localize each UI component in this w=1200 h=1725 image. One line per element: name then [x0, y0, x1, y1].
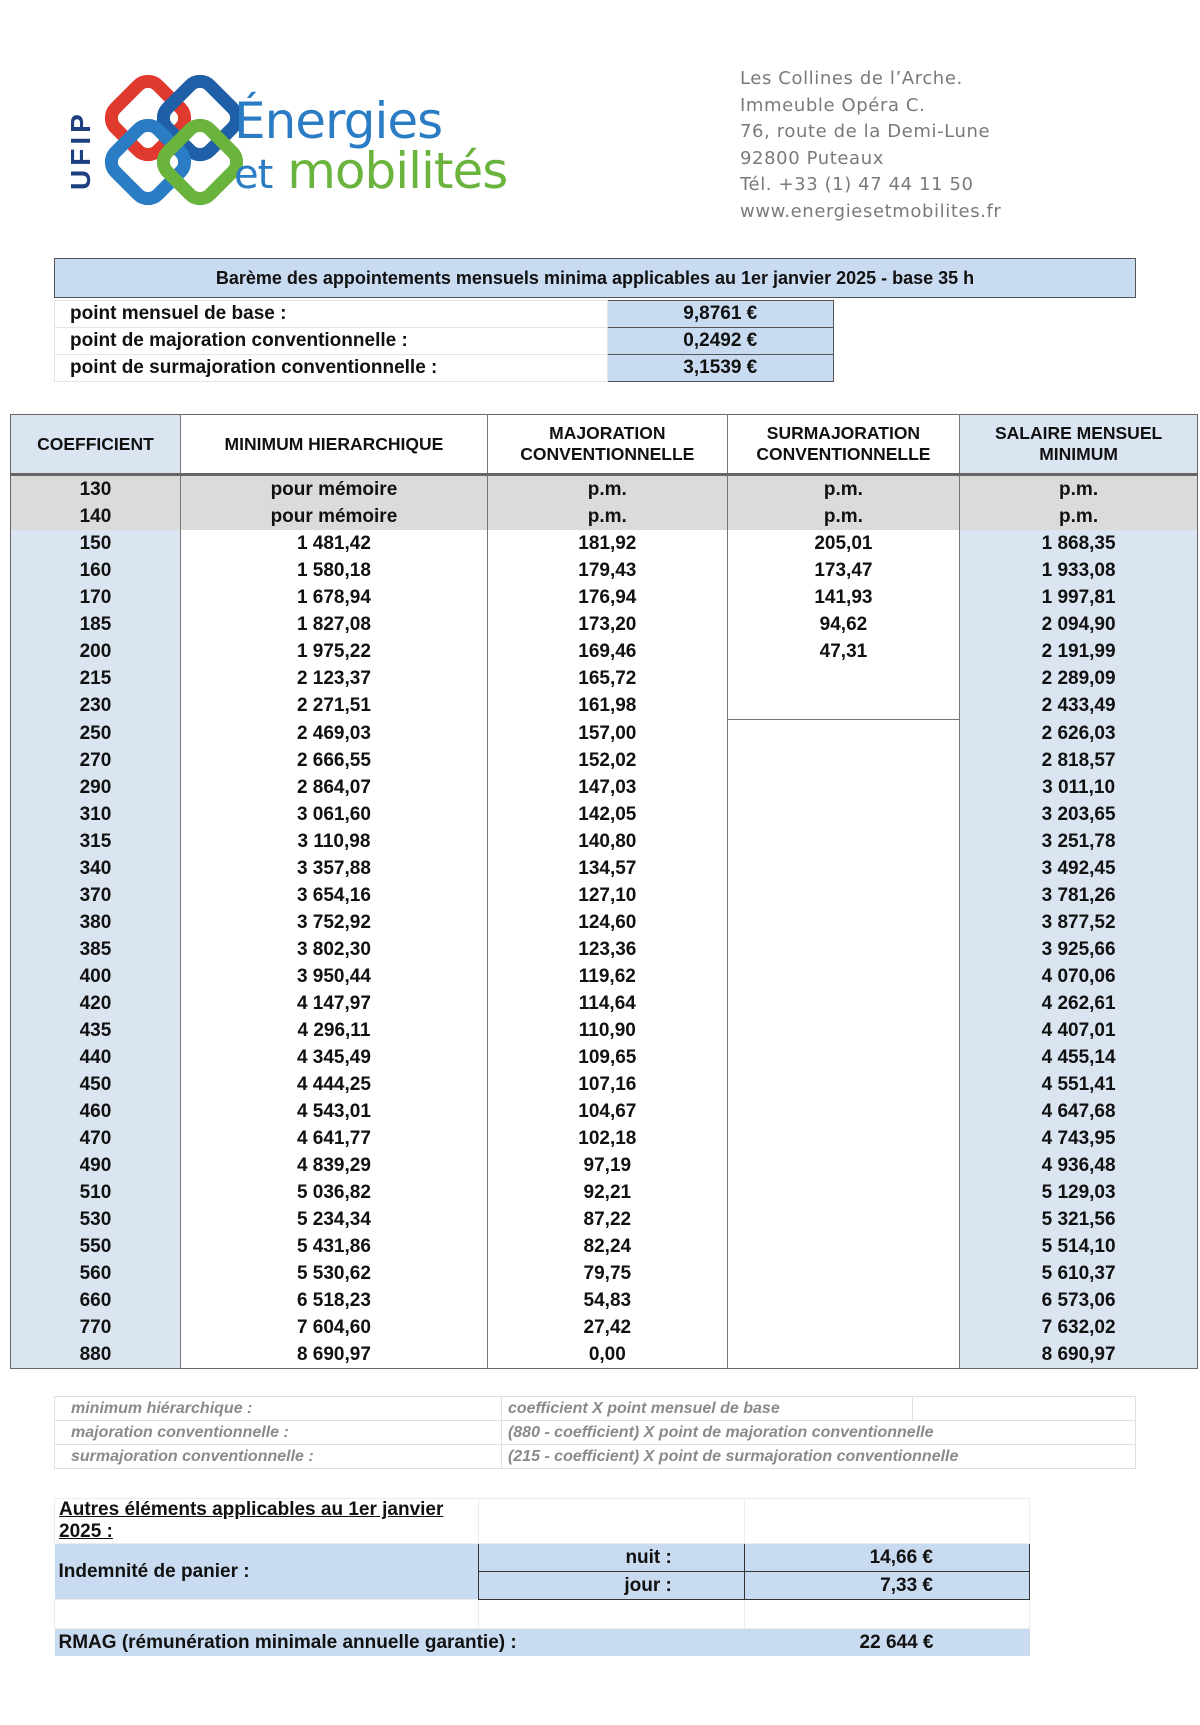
formula-name: minimum hiérarchique :	[55, 1397, 502, 1421]
cell-majoration: 82,24	[487, 1233, 727, 1260]
cell-minimum-hierarchique: pour mémoire	[180, 475, 487, 504]
point-row	[55, 328, 834, 355]
cell-majoration: 119,62	[487, 963, 727, 990]
cell-majoration: 134,57	[487, 855, 727, 882]
cell-surmajoration	[727, 990, 959, 1017]
cell-minimum-hierarchique: 3 654,16	[180, 882, 487, 909]
empty-cell	[55, 1600, 479, 1629]
cell-coefficient: 460	[11, 1098, 181, 1125]
table-row	[11, 557, 1198, 584]
cell-minimum-hierarchique: 5 036,82	[180, 1179, 487, 1206]
cell-minimum-hierarchique: 4 543,01	[180, 1098, 487, 1125]
cell-salaire-minimum: 6 573,06	[960, 1287, 1198, 1314]
cell-salaire-minimum: 5 514,10	[960, 1233, 1198, 1260]
cell-salaire-minimum: 4 407,01	[960, 1017, 1198, 1044]
cell-minimum-hierarchique: 2 469,03	[180, 720, 487, 748]
cell-minimum-hierarchique: 3 802,30	[180, 936, 487, 963]
cell-coefficient: 230	[11, 692, 181, 720]
cell-majoration: 0,00	[487, 1341, 727, 1369]
cell-coefficient: 160	[11, 557, 181, 584]
table-row	[11, 1044, 1198, 1071]
salary-table-body	[11, 475, 1198, 1369]
cell-salaire-minimum: 2 289,09	[960, 665, 1198, 692]
cell-coefficient: 150	[11, 530, 181, 557]
cell-salaire-minimum: 4 455,14	[960, 1044, 1198, 1071]
point-row	[55, 301, 834, 328]
cell-coefficient: 185	[11, 611, 181, 638]
formula-name: majoration conventionnelle :	[55, 1421, 502, 1445]
cell-surmajoration: 47,31	[727, 638, 959, 665]
cell-minimum-hierarchique: 2 271,51	[180, 692, 487, 720]
cell-coefficient: 130	[11, 475, 181, 504]
cell-coefficient: 660	[11, 1287, 181, 1314]
address-website[interactable]: www.energiesetmobilites.fr	[740, 200, 1002, 222]
cell-surmajoration: p.m.	[727, 503, 959, 530]
cell-majoration: 124,60	[487, 909, 727, 936]
cell-salaire-minimum: 5 129,03	[960, 1179, 1198, 1206]
cell-salaire-minimum: 5 610,37	[960, 1260, 1198, 1287]
cell-majoration: 161,98	[487, 692, 727, 720]
cell-majoration: 54,83	[487, 1287, 727, 1314]
cell-coefficient: 420	[11, 990, 181, 1017]
header-salaire-minimum: SALAIRE MENSUEL MINIMUM	[960, 415, 1198, 475]
table-row	[11, 1206, 1198, 1233]
cell-majoration: 152,02	[487, 747, 727, 774]
cell-minimum-hierarchique: 1 827,08	[180, 611, 487, 638]
cell-coefficient: 550	[11, 1233, 181, 1260]
cell-majoration: 114,64	[487, 990, 727, 1017]
cell-majoration: 87,22	[487, 1206, 727, 1233]
spacer-row	[55, 1600, 1030, 1629]
point-value: 0,2492 €	[607, 328, 833, 355]
point-value: 9,8761 €	[607, 301, 833, 328]
cell-surmajoration: p.m.	[727, 475, 959, 504]
cell-coefficient: 770	[11, 1314, 181, 1341]
panier-nuit-row	[55, 1544, 1030, 1572]
table-row	[11, 882, 1198, 909]
point-label: point de surmajoration conventionnelle :	[55, 355, 608, 382]
cell-coefficient: 470	[11, 1125, 181, 1152]
point-row	[55, 355, 834, 382]
table-row	[11, 665, 1198, 692]
address-line: Immeuble Opéra C.	[740, 94, 926, 116]
cell-majoration: 142,05	[487, 801, 727, 828]
cell-minimum-hierarchique: 8 690,97	[180, 1341, 487, 1369]
cell-minimum-hierarchique: 1 678,94	[180, 584, 487, 611]
cell-surmajoration	[727, 1260, 959, 1287]
cell-surmajoration	[727, 909, 959, 936]
cell-majoration: 169,46	[487, 638, 727, 665]
cell-surmajoration	[727, 1233, 959, 1260]
cell-salaire-minimum: 4 936,48	[960, 1152, 1198, 1179]
cell-surmajoration	[727, 1341, 959, 1369]
rmag-value: 22 644 €	[744, 1629, 1029, 1657]
formula-text: (880 - coefficient) X point de majoration conventionnelle	[501, 1421, 1135, 1445]
cell-coefficient: 490	[11, 1152, 181, 1179]
cell-surmajoration	[727, 665, 959, 692]
cell-coefficient: 170	[11, 584, 181, 611]
cell-salaire-minimum: 3 251,78	[960, 828, 1198, 855]
cell-surmajoration	[727, 1314, 959, 1341]
cell-minimum-hierarchique: 1 481,42	[180, 530, 487, 557]
cell-minimum-hierarchique: 4 839,29	[180, 1152, 487, 1179]
cell-majoration: 181,92	[487, 530, 727, 557]
cell-salaire-minimum: 4 551,41	[960, 1071, 1198, 1098]
table-row	[11, 638, 1198, 665]
cell-coefficient: 380	[11, 909, 181, 936]
cell-majoration: 107,16	[487, 1071, 727, 1098]
cell-minimum-hierarchique: 1 975,22	[180, 638, 487, 665]
empty-cell	[478, 1499, 744, 1544]
table-row	[11, 1179, 1198, 1206]
logo-knot-icon	[106, 76, 243, 205]
cell-minimum-hierarchique: 4 296,11	[180, 1017, 487, 1044]
cell-minimum-hierarchique: 6 518,23	[180, 1287, 487, 1314]
cell-salaire-minimum: 1 933,08	[960, 557, 1198, 584]
logo-line1: Énergies	[234, 92, 443, 150]
table-row	[11, 1233, 1198, 1260]
cell-surmajoration	[727, 692, 959, 720]
cell-salaire-minimum: 3 492,45	[960, 855, 1198, 882]
cell-majoration: 173,20	[487, 611, 727, 638]
cell-minimum-hierarchique: 1 580,18	[180, 557, 487, 584]
table-row	[11, 801, 1198, 828]
cell-majoration: 157,00	[487, 720, 727, 748]
cell-minimum-hierarchique: 4 641,77	[180, 1125, 487, 1152]
points-table	[54, 300, 834, 382]
table-row	[11, 828, 1198, 855]
cell-minimum-hierarchique: 3 752,92	[180, 909, 487, 936]
address-line: 92800 Puteaux	[740, 147, 884, 169]
cell-coefficient: 880	[11, 1341, 181, 1369]
cell-salaire-minimum: 3 925,66	[960, 936, 1198, 963]
table-row	[11, 1260, 1198, 1287]
table-row	[11, 720, 1198, 748]
logo-line2-et: et	[234, 152, 273, 198]
point-value: 3,1539 €	[607, 355, 833, 382]
cell-coefficient: 435	[11, 1017, 181, 1044]
logo-line2-mobilites: mobilités	[287, 142, 508, 200]
cell-coefficient: 140	[11, 503, 181, 530]
cell-surmajoration	[727, 774, 959, 801]
cell-salaire-minimum: 3 877,52	[960, 909, 1198, 936]
cell-salaire-minimum: 3 781,26	[960, 882, 1198, 909]
cell-minimum-hierarchique: 5 530,62	[180, 1260, 487, 1287]
table-row	[11, 1071, 1198, 1098]
cell-surmajoration: 141,93	[727, 584, 959, 611]
table-row	[11, 855, 1198, 882]
cell-minimum-hierarchique: 3 950,44	[180, 963, 487, 990]
company-address	[740, 66, 1001, 225]
formula-row	[55, 1397, 1136, 1421]
cell-majoration: 127,10	[487, 882, 727, 909]
table-row	[11, 584, 1198, 611]
table-row	[11, 1125, 1198, 1152]
table-row	[11, 1017, 1198, 1044]
salary-table	[10, 414, 1198, 1369]
cell-minimum-hierarchique: 2 864,07	[180, 774, 487, 801]
cell-majoration: 123,36	[487, 936, 727, 963]
autres-title: Autres éléments applicables au 1er janvier 2025 :	[55, 1499, 479, 1544]
cell-majoration: 97,19	[487, 1152, 727, 1179]
cell-majoration: 102,18	[487, 1125, 727, 1152]
cell-surmajoration	[727, 882, 959, 909]
cell-majoration: 27,42	[487, 1314, 727, 1341]
autres-title-row	[55, 1499, 1030, 1544]
cell-majoration: 140,80	[487, 828, 727, 855]
cell-majoration: 79,75	[487, 1260, 727, 1287]
formula-name: surmajoration conventionnelle :	[55, 1445, 502, 1469]
table-row	[11, 990, 1198, 1017]
cell-minimum-hierarchique: 3 061,60	[180, 801, 487, 828]
cell-surmajoration	[727, 1287, 959, 1314]
cell-surmajoration	[727, 801, 959, 828]
cell-coefficient: 315	[11, 828, 181, 855]
cell-salaire-minimum: 2 818,57	[960, 747, 1198, 774]
panier-label: Indemnité de panier :	[55, 1544, 479, 1600]
cell-minimum-hierarchique: 2 666,55	[180, 747, 487, 774]
table-row	[11, 503, 1198, 530]
cell-salaire-minimum: p.m.	[960, 503, 1198, 530]
cell-coefficient: 400	[11, 963, 181, 990]
empty-cell	[744, 1499, 1029, 1544]
cell-coefficient: 385	[11, 936, 181, 963]
cell-salaire-minimum: 7 632,02	[960, 1314, 1198, 1341]
header-coefficient: COEFFICIENT	[11, 415, 181, 475]
table-row	[11, 774, 1198, 801]
formula-row	[55, 1421, 1136, 1445]
cell-majoration: 147,03	[487, 774, 727, 801]
cell-majoration: 165,72	[487, 665, 727, 692]
table-row	[11, 909, 1198, 936]
table-row	[11, 963, 1198, 990]
cell-coefficient: 510	[11, 1179, 181, 1206]
cell-coefficient: 250	[11, 720, 181, 748]
cell-salaire-minimum: 4 743,95	[960, 1125, 1198, 1152]
cell-minimum-hierarchique: 5 234,34	[180, 1206, 487, 1233]
nuit-label: nuit :	[478, 1544, 744, 1572]
point-label: point mensuel de base :	[55, 301, 608, 328]
ufip-logo	[65, 80, 512, 210]
cell-coefficient: 340	[11, 855, 181, 882]
table-row	[11, 475, 1198, 504]
cell-coefficient: 370	[11, 882, 181, 909]
cell-coefficient: 215	[11, 665, 181, 692]
header-minimum-hierarchique: MINIMUM HIERARCHIQUE	[180, 415, 487, 475]
cell-surmajoration	[727, 720, 959, 748]
formula-text: coefficient X point mensuel de base	[501, 1397, 912, 1421]
empty-cell	[478, 1600, 744, 1629]
point-label: point de majoration conventionnelle :	[55, 328, 608, 355]
address-phone: Tél. +33 (1) 47 44 11 50	[740, 174, 974, 195]
cell-majoration: p.m.	[487, 503, 727, 530]
table-row	[11, 936, 1198, 963]
header-majoration: MAJORATION CONVENTIONNELLE	[487, 415, 727, 475]
cell-majoration: 92,21	[487, 1179, 727, 1206]
table-row	[11, 611, 1198, 638]
empty-cell	[744, 1600, 1029, 1629]
cell-surmajoration	[727, 1206, 959, 1233]
formula-text: (215 - coefficient) X point de surmajoration conventionnelle	[501, 1445, 1135, 1469]
cell-surmajoration	[727, 747, 959, 774]
cell-minimum-hierarchique: 4 444,25	[180, 1071, 487, 1098]
cell-salaire-minimum: 4 647,68	[960, 1098, 1198, 1125]
svg-text:et mobilités	[234, 142, 507, 200]
cell-surmajoration	[727, 1152, 959, 1179]
cell-coefficient: 310	[11, 801, 181, 828]
cell-majoration: 104,67	[487, 1098, 727, 1125]
cell-coefficient: 270	[11, 747, 181, 774]
cell-salaire-minimum: 2 433,49	[960, 692, 1198, 720]
cell-surmajoration	[727, 1044, 959, 1071]
autres-elements-table	[54, 1498, 1030, 1656]
bareme-title: Barème des appointements mensuels minima applicables au 1er janvier 2025 - base 35 h	[54, 258, 1136, 298]
cell-salaire-minimum: 2 191,99	[960, 638, 1198, 665]
cell-majoration: 110,90	[487, 1017, 727, 1044]
cell-salaire-minimum: 2 626,03	[960, 720, 1198, 748]
cell-salaire-minimum: 3 203,65	[960, 801, 1198, 828]
cell-majoration: 176,94	[487, 584, 727, 611]
cell-surmajoration	[727, 855, 959, 882]
rmag-row	[55, 1629, 1030, 1657]
cell-surmajoration	[727, 1125, 959, 1152]
table-header-row	[11, 415, 1198, 475]
cell-surmajoration	[727, 1179, 959, 1206]
cell-surmajoration	[727, 936, 959, 963]
cell-surmajoration	[727, 1071, 959, 1098]
logo-side-text: UFIP	[65, 110, 96, 190]
address-line: Les Collines de l’Arche.	[740, 68, 963, 89]
table-row	[11, 1341, 1198, 1369]
jour-value: 7,33 €	[744, 1572, 1029, 1600]
cell-minimum-hierarchique: 4 345,49	[180, 1044, 487, 1071]
nuit-value: 14,66 €	[744, 1544, 1029, 1572]
cell-coefficient: 560	[11, 1260, 181, 1287]
cell-salaire-minimum: 2 094,90	[960, 611, 1198, 638]
address-line: 76, route de la Demi-Lune	[740, 121, 991, 142]
formula-row	[55, 1445, 1136, 1469]
jour-label: jour :	[478, 1572, 744, 1600]
cell-coefficient: 450	[11, 1071, 181, 1098]
cell-coefficient: 200	[11, 638, 181, 665]
cell-coefficient: 530	[11, 1206, 181, 1233]
formula-empty-cell	[912, 1397, 1135, 1421]
cell-minimum-hierarchique: 3 357,88	[180, 855, 487, 882]
cell-salaire-minimum: 5 321,56	[960, 1206, 1198, 1233]
table-row	[11, 1098, 1198, 1125]
cell-minimum-hierarchique: 7 604,60	[180, 1314, 487, 1341]
cell-surmajoration: 173,47	[727, 557, 959, 584]
header-surmajoration: SURMAJORATION CONVENTIONNELLE	[727, 415, 959, 475]
cell-surmajoration	[727, 828, 959, 855]
cell-minimum-hierarchique: 4 147,97	[180, 990, 487, 1017]
cell-minimum-hierarchique: 3 110,98	[180, 828, 487, 855]
cell-surmajoration	[727, 963, 959, 990]
table-row	[11, 747, 1198, 774]
cell-majoration: 179,43	[487, 557, 727, 584]
cell-salaire-minimum: p.m.	[960, 475, 1198, 504]
table-row	[11, 1152, 1198, 1179]
formulas-table	[54, 1396, 1136, 1469]
cell-surmajoration: 94,62	[727, 611, 959, 638]
cell-salaire-minimum: 1 868,35	[960, 530, 1198, 557]
cell-minimum-hierarchique: 5 431,86	[180, 1233, 487, 1260]
cell-minimum-hierarchique: 2 123,37	[180, 665, 487, 692]
table-row	[11, 692, 1198, 720]
rmag-label: RMAG (rémunération minimale annuelle garantie) :	[55, 1629, 745, 1657]
table-row	[11, 1287, 1198, 1314]
cell-salaire-minimum: 4 070,06	[960, 963, 1198, 990]
cell-salaire-minimum: 8 690,97	[960, 1341, 1198, 1369]
logo-graphic	[65, 80, 512, 210]
cell-surmajoration: 205,01	[727, 530, 959, 557]
table-row	[11, 1314, 1198, 1341]
cell-majoration: 109,65	[487, 1044, 727, 1071]
cell-majoration: p.m.	[487, 475, 727, 504]
cell-salaire-minimum: 3 011,10	[960, 774, 1198, 801]
cell-coefficient: 440	[11, 1044, 181, 1071]
cell-salaire-minimum: 1 997,81	[960, 584, 1198, 611]
cell-surmajoration	[727, 1098, 959, 1125]
cell-minimum-hierarchique: pour mémoire	[180, 503, 487, 530]
cell-surmajoration	[727, 1017, 959, 1044]
cell-coefficient: 290	[11, 774, 181, 801]
cell-salaire-minimum: 4 262,61	[960, 990, 1198, 1017]
table-row	[11, 530, 1198, 557]
